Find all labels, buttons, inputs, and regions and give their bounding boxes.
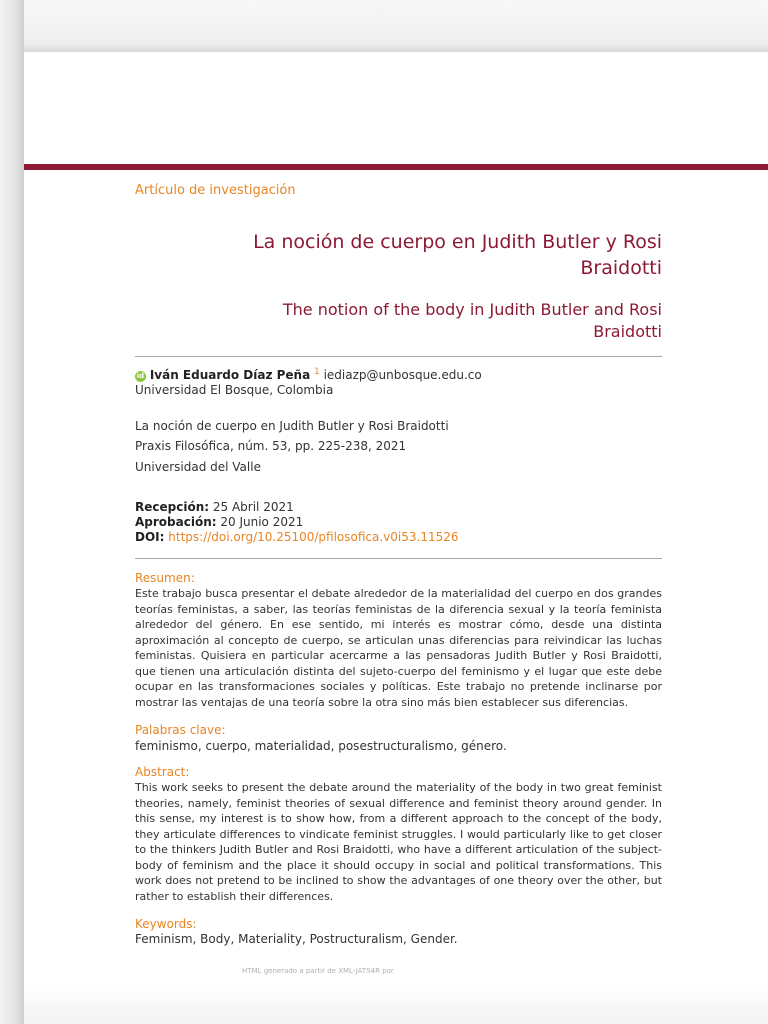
palabras-clave-text: feminismo, cuerpo, materialidad, posestructuralismo, género. xyxy=(135,739,507,753)
approved-date-line xyxy=(135,515,303,529)
author-email[interactable]: iediazp@unbosque.edu.co xyxy=(323,368,482,382)
doi-link[interactable]: https://doi.org/10.25100/pfilosofica.v0i53.11526 xyxy=(168,530,459,544)
citation-journal: Praxis Filosófica, núm. 53, pp. 225-238, 2021 xyxy=(135,439,407,453)
footer-note: HTML generado a partir de XML-JATS4R por xyxy=(242,967,394,975)
palabras-clave-heading: Palabras clave: xyxy=(135,723,226,737)
abstract-text: This work seeks to present the debate around the materiality of the body in two great feminist theories, namely, feminist theories of sexual difference and feminist theory around gender. In this sense, my interest is to show how, from a different approach to the concept of the body, they articulate differences to vindicate feminist struggles. I would particularly like to get closer to the thinkers Judith Butler and Rosi Braidotti, who have a different articulation of the subject-body of feminism and the place it should occupy in social and political transformations. This work does not pretend to be inclined to show the advantages of one theory over the other, but rather to establish their differences. xyxy=(135,781,662,903)
divider-bottom xyxy=(135,558,662,559)
divider-top xyxy=(135,356,662,357)
author-institution: Universidad El Bosque, Colombia xyxy=(135,383,334,397)
header-band xyxy=(24,164,768,170)
resumen-text: Este trabajo busca presentar el debate alrededor de la materialidad del cuerpo en dos grandes teorías feministas, a saber, las teorías feministas de la diferencia sexual y la teoría feminista alrededor del género. En ese sentido, mi interés es mostrar cómo, desde una distinta aproximación al concepto de cuerpo, se articulan unas diferencias para reivindicar las luchas feministas. Quisiera en particular acercarme a las pensadoras Judith Butler y Rosi Braidotti, que tienen una articulación distinta del sujeto-cuerpo del feminismo y el lugar que este debe ocupar en las transformaciones sociales y políticas. Este trabajo no pretende inclinarse por mostrar las ventajas de una teoría sobre la otra sino más bien establecer sus diferencias. xyxy=(135,587,662,709)
page-left-shadow xyxy=(0,0,24,1024)
approved-label: Aprobación: xyxy=(135,515,217,529)
page-bottom-margin xyxy=(24,984,768,1024)
page-top-margin xyxy=(24,0,768,52)
received-label: Recepción: xyxy=(135,500,210,514)
citation-publisher: Universidad del Valle xyxy=(135,460,261,474)
citation-title: La noción de cuerpo en Judith Butler y Rosi Braidotti xyxy=(135,419,449,433)
article-type-label: Artículo de investigación xyxy=(135,183,296,198)
author-name: Iván Eduardo Díaz Peña xyxy=(149,368,311,382)
received-date-line xyxy=(135,500,294,514)
keywords-heading: Keywords: xyxy=(135,917,197,931)
doi-line xyxy=(135,530,459,544)
abstract-heading: Abstract: xyxy=(135,765,190,779)
approved-date: 20 Junio 2021 xyxy=(220,515,304,529)
title-english: The notion of the body in Judith Butler and Rosi Braidotti xyxy=(282,300,662,341)
doi-label: DOI: xyxy=(135,530,165,544)
title-spanish: La noción de cuerpo en Judith Butler y Rosi Braidotti xyxy=(253,231,662,279)
keywords-text: Feminism, Body, Materiality, Postructuralism, Gender. xyxy=(135,932,458,946)
resumen-heading: Resumen: xyxy=(135,571,195,585)
orcid-icon[interactable]: id xyxy=(136,372,145,380)
received-date: 25 Abril 2021 xyxy=(212,500,294,514)
affiliation-ref[interactable]: 1 xyxy=(314,367,320,377)
author-line xyxy=(135,367,482,382)
